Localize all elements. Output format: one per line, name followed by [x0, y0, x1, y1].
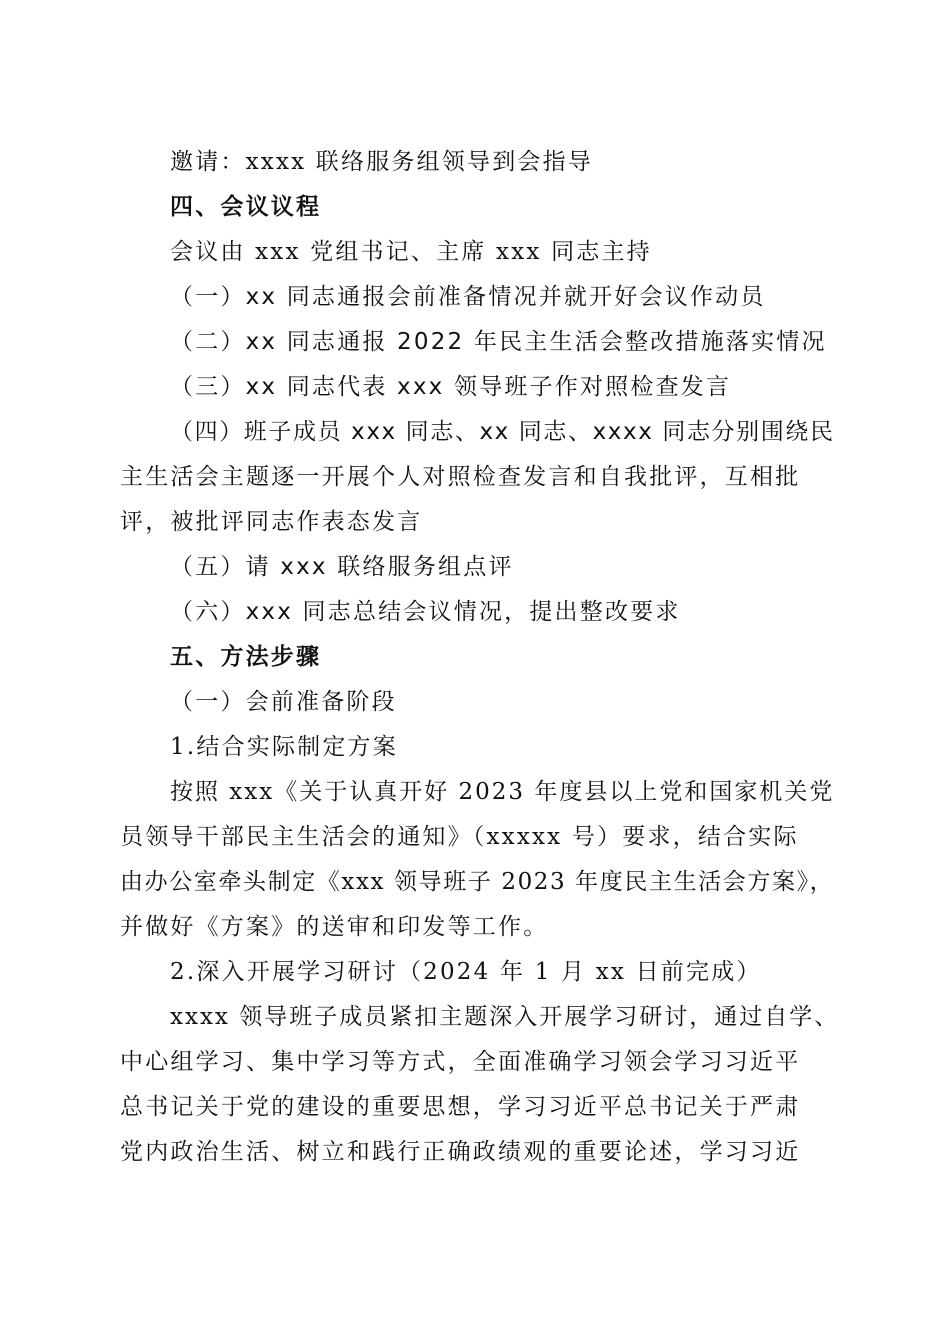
- step-2-paragraph-cont-1: 中心组学习、集中学习等方式，全面准确学习领会学习习近平: [120, 1049, 801, 1075]
- section-heading-methods: 五、方法步骤: [170, 644, 322, 670]
- section-heading-agenda: 四、会议议程: [170, 194, 322, 220]
- invitation-line: 邀请：xxxx 联络服务组领导到会指导: [170, 149, 593, 175]
- agenda-item-1: （一）xx 同志通报会前准备情况并就开好会议作动员: [170, 284, 766, 310]
- step-2-paragraph-cont-2: 总书记关于党的建设的重要思想，学习习近平总书记关于严肃: [120, 1094, 801, 1120]
- agenda-item-3: （三）xx 同志代表 xxx 领导班子作对照检查发言: [170, 374, 732, 400]
- step-1-paragraph-cont-2: 由办公室牵头制定《xxx 领导班子 2023 年度民主生活会方案》，: [120, 869, 835, 895]
- agenda-item-5: （五）请 xxx 联络服务组点评: [170, 554, 514, 580]
- step-1-paragraph-cont-3: 并做好《方案》的送审和印发等工作。: [120, 914, 549, 940]
- step-1-paragraph-cont-1: 员领导干部民主生活会的通知》（xxxxx 号）要求，结合实际: [120, 824, 799, 850]
- agenda-item-6: （六）xxx 同志总结会议情况，提出整改要求: [170, 599, 681, 625]
- step-1-paragraph: 按照 xxx《关于认真开好 2023 年度县以上党和国家机关党: [170, 779, 835, 805]
- subheading-preparation: （一）会前准备阶段: [170, 689, 397, 715]
- step-2-paragraph: xxxx 领导班子成员紧扣主题深入开展学习研讨，通过自学、: [170, 1004, 840, 1030]
- paragraph-host: 会议由 xxx 党组书记、主席 xxx 同志主持: [170, 239, 652, 265]
- step-2-paragraph-cont-3: 党内政治生活、树立和践行正确政绩观的重要论述，学习习近: [120, 1139, 801, 1165]
- agenda-item-4: （四）班子成员 xxx 同志、xx 同志、xxxx 同志分别围绕民: [170, 419, 835, 445]
- agenda-item-4-cont-2: 评，被批评同志作表态发言: [120, 509, 423, 535]
- step-1-title: 1.结合实际制定方案: [170, 734, 398, 760]
- agenda-item-2: （二）xx 同志通报 2022 年民主生活会整改措施落实情况: [170, 329, 827, 355]
- agenda-item-4-cont-1: 主生活会主题逐一开展个人对照检查发言和自我批评，互相批: [120, 464, 801, 490]
- step-2-title: 2.深入开展学习研讨（2024 年 1 月 xx 日前完成）: [170, 959, 762, 985]
